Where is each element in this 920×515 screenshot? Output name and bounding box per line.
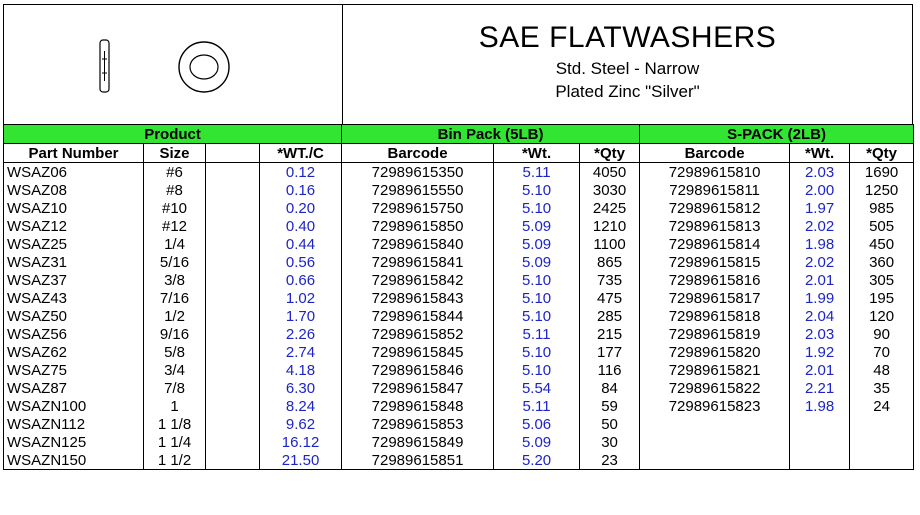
cell-bin-wt: 5.09 — [494, 217, 580, 235]
col-size: Size — [144, 144, 206, 163]
cell-size: 1/2 — [144, 307, 206, 325]
group-s-pack: S-PACK (2LB) — [640, 125, 914, 144]
cell-part-number: WSAZ50 — [4, 307, 144, 325]
group-product: Product — [4, 125, 342, 144]
washer-side-view-icon — [100, 40, 109, 92]
cell-s-qty — [850, 415, 914, 433]
cell-size: 7/16 — [144, 289, 206, 307]
cell-s-wt: 2.01 — [790, 361, 850, 379]
cell-bin-wt: 5.10 — [494, 307, 580, 325]
cell-s-qty: 90 — [850, 325, 914, 343]
cell-blank — [206, 271, 260, 289]
cell-bin-qty: 4050 — [580, 163, 640, 182]
cell-s-qty: 360 — [850, 253, 914, 271]
cell-size: 9/16 — [144, 325, 206, 343]
cell-size: #8 — [144, 181, 206, 199]
table-row — [4, 433, 914, 451]
cell-bin-wt: 5.09 — [494, 433, 580, 451]
cell-s-barcode: 72989615823 — [640, 397, 790, 415]
col-bin-barcode: Barcode — [342, 144, 494, 163]
cell-bin-qty: 116 — [580, 361, 640, 379]
table-row — [4, 181, 914, 199]
cell-weight-per-c: 0.40 — [260, 217, 342, 235]
table-row — [4, 235, 914, 253]
cell-s-barcode: 72989615812 — [640, 199, 790, 217]
cell-bin-barcode: 72989615851 — [342, 451, 494, 470]
cell-bin-qty: 30 — [580, 433, 640, 451]
table-row — [4, 451, 914, 470]
cell-s-qty: 985 — [850, 199, 914, 217]
table-row — [4, 289, 914, 307]
cell-s-barcode: 72989615814 — [640, 235, 790, 253]
cell-part-number: WSAZ43 — [4, 289, 144, 307]
cell-size: #12 — [144, 217, 206, 235]
cell-s-qty: 70 — [850, 343, 914, 361]
cell-s-barcode: 72989615811 — [640, 181, 790, 199]
cell-s-qty: 35 — [850, 379, 914, 397]
cell-bin-qty: 84 — [580, 379, 640, 397]
cell-size: 1 — [144, 397, 206, 415]
cell-blank — [206, 397, 260, 415]
washer-table — [3, 124, 914, 470]
cell-s-wt: 2.02 — [790, 217, 850, 235]
cell-bin-barcode: 72989615853 — [342, 415, 494, 433]
table-row — [4, 325, 914, 343]
cell-bin-wt: 5.06 — [494, 415, 580, 433]
cell-s-qty: 48 — [850, 361, 914, 379]
cell-s-wt: 1.97 — [790, 199, 850, 217]
cell-size: #10 — [144, 199, 206, 217]
cell-size: 3/8 — [144, 271, 206, 289]
cell-blank — [206, 379, 260, 397]
table-row — [4, 199, 914, 217]
cell-bin-wt: 5.09 — [494, 235, 580, 253]
cell-weight-per-c: 0.20 — [260, 199, 342, 217]
cell-s-qty: 120 — [850, 307, 914, 325]
cell-s-qty: 505 — [850, 217, 914, 235]
col-s-wt: *Wt. — [790, 144, 850, 163]
cell-bin-qty: 865 — [580, 253, 640, 271]
cell-bin-barcode: 72989615849 — [342, 433, 494, 451]
cell-s-barcode: 72989615810 — [640, 163, 790, 182]
cell-bin-qty: 23 — [580, 451, 640, 470]
cell-size: 1/4 — [144, 235, 206, 253]
cell-size: 1 1/4 — [144, 433, 206, 451]
cell-weight-per-c: 0.56 — [260, 253, 342, 271]
cell-blank — [206, 217, 260, 235]
cell-s-wt: 1.98 — [790, 235, 850, 253]
cell-size: 5/8 — [144, 343, 206, 361]
cell-part-number: WSAZ10 — [4, 199, 144, 217]
cell-s-wt: 2.04 — [790, 307, 850, 325]
table-body — [4, 163, 914, 470]
cell-s-wt: 1.98 — [790, 397, 850, 415]
table-row — [4, 361, 914, 379]
cell-part-number: WSAZN125 — [4, 433, 144, 451]
cell-s-wt: 1.99 — [790, 289, 850, 307]
cell-size: 1 1/2 — [144, 451, 206, 470]
cell-bin-barcode: 72989615750 — [342, 199, 494, 217]
cell-bin-qty: 735 — [580, 271, 640, 289]
table-row — [4, 343, 914, 361]
cell-size: #6 — [144, 163, 206, 182]
col-part-number: Part Number — [4, 144, 144, 163]
cell-bin-wt: 5.10 — [494, 181, 580, 199]
cell-part-number: WSAZ12 — [4, 217, 144, 235]
col-s-qty: *Qty — [850, 144, 914, 163]
cell-s-barcode: 72989615815 — [640, 253, 790, 271]
cell-blank — [206, 343, 260, 361]
cell-blank — [206, 253, 260, 271]
cell-bin-barcode: 72989615550 — [342, 181, 494, 199]
cell-s-barcode — [640, 415, 790, 433]
table-row — [4, 163, 914, 182]
cell-bin-qty: 215 — [580, 325, 640, 343]
cell-bin-qty: 1100 — [580, 235, 640, 253]
table-row — [4, 397, 914, 415]
cell-part-number: WSAZ31 — [4, 253, 144, 271]
cell-part-number: WSAZ08 — [4, 181, 144, 199]
cell-bin-barcode: 72989615840 — [342, 235, 494, 253]
cell-blank — [206, 433, 260, 451]
cell-part-number: WSAZ06 — [4, 163, 144, 182]
cell-bin-wt: 5.10 — [494, 361, 580, 379]
table-row — [4, 217, 914, 235]
cell-s-barcode: 72989615819 — [640, 325, 790, 343]
cell-bin-barcode: 72989615846 — [342, 361, 494, 379]
cell-bin-wt: 5.20 — [494, 451, 580, 470]
cell-bin-barcode: 72989615842 — [342, 271, 494, 289]
cell-part-number: WSAZ25 — [4, 235, 144, 253]
table-row — [4, 307, 914, 325]
cell-s-wt: 2.03 — [790, 325, 850, 343]
cell-s-qty: 305 — [850, 271, 914, 289]
spec-sheet — [3, 4, 913, 510]
cell-bin-barcode: 72989615845 — [342, 343, 494, 361]
cell-bin-wt: 5.11 — [494, 163, 580, 182]
cell-bin-qty: 285 — [580, 307, 640, 325]
material-subtitle: Std. Steel - Narrow — [555, 59, 700, 78]
col-blank — [206, 144, 260, 163]
cell-bin-barcode: 72989615841 — [342, 253, 494, 271]
cell-bin-barcode: 72989615847 — [342, 379, 494, 397]
cell-blank — [206, 289, 260, 307]
cell-part-number: WSAZ56 — [4, 325, 144, 343]
cell-part-number: WSAZ87 — [4, 379, 144, 397]
finish-subtitle: Plated Zinc "Silver" — [555, 82, 700, 101]
cell-s-qty — [850, 451, 914, 470]
cell-blank — [206, 325, 260, 343]
cell-part-number: WSAZ75 — [4, 361, 144, 379]
title-block — [343, 5, 912, 125]
cell-s-qty: 24 — [850, 397, 914, 415]
cell-part-number: WSAZN100 — [4, 397, 144, 415]
cell-size: 7/8 — [144, 379, 206, 397]
cell-bin-barcode: 72989615848 — [342, 397, 494, 415]
cell-size: 1 1/8 — [144, 415, 206, 433]
col-weight-per-c: *WT./C — [260, 144, 342, 163]
cell-blank — [206, 451, 260, 470]
cell-bin-wt: 5.11 — [494, 397, 580, 415]
cell-weight-per-c: 1.02 — [260, 289, 342, 307]
cell-s-qty: 195 — [850, 289, 914, 307]
cell-s-wt: 2.02 — [790, 253, 850, 271]
cell-s-barcode: 72989615821 — [640, 361, 790, 379]
cell-part-number: WSAZ37 — [4, 271, 144, 289]
cell-weight-per-c: 9.62 — [260, 415, 342, 433]
cell-s-barcode: 72989615813 — [640, 217, 790, 235]
group-header-row — [4, 125, 914, 144]
cell-bin-wt: 5.10 — [494, 271, 580, 289]
cell-weight-per-c: 16.12 — [260, 433, 342, 451]
cell-s-qty — [850, 433, 914, 451]
washer-drawing — [4, 5, 342, 125]
cell-bin-barcode: 72989615850 — [342, 217, 494, 235]
cell-blank — [206, 307, 260, 325]
cell-part-number: WSAZN112 — [4, 415, 144, 433]
cell-s-barcode: 72989615818 — [640, 307, 790, 325]
group-bin-pack: Bin Pack (5LB) — [342, 125, 640, 144]
cell-bin-wt: 5.10 — [494, 199, 580, 217]
cell-weight-per-c: 6.30 — [260, 379, 342, 397]
cell-s-wt: 2.21 — [790, 379, 850, 397]
cell-blank — [206, 181, 260, 199]
cell-weight-per-c: 21.50 — [260, 451, 342, 470]
cell-s-barcode — [640, 451, 790, 470]
cell-weight-per-c: 0.44 — [260, 235, 342, 253]
cell-bin-wt: 5.54 — [494, 379, 580, 397]
cell-weight-per-c: 0.16 — [260, 181, 342, 199]
cell-s-qty: 1250 — [850, 181, 914, 199]
cell-bin-qty: 177 — [580, 343, 640, 361]
cell-weight-per-c: 2.74 — [260, 343, 342, 361]
cell-bin-barcode: 72989615844 — [342, 307, 494, 325]
washer-front-view-icon — [179, 42, 229, 92]
cell-blank — [206, 163, 260, 182]
cell-blank — [206, 415, 260, 433]
cell-bin-barcode: 72989615350 — [342, 163, 494, 182]
cell-bin-qty: 59 — [580, 397, 640, 415]
washer-illustration — [4, 5, 343, 125]
cell-s-wt — [790, 415, 850, 433]
cell-bin-barcode: 72989615852 — [342, 325, 494, 343]
sheet-title: SAE FLATWASHERS — [478, 21, 777, 54]
cell-bin-wt: 5.11 — [494, 325, 580, 343]
cell-size: 5/16 — [144, 253, 206, 271]
cell-weight-per-c: 8.24 — [260, 397, 342, 415]
cell-s-barcode — [640, 433, 790, 451]
cell-s-wt — [790, 433, 850, 451]
cell-s-barcode: 72989615822 — [640, 379, 790, 397]
cell-bin-qty: 2425 — [580, 199, 640, 217]
cell-bin-qty: 50 — [580, 415, 640, 433]
col-bin-qty: *Qty — [580, 144, 640, 163]
cell-s-wt: 2.01 — [790, 271, 850, 289]
cell-s-barcode: 72989615820 — [640, 343, 790, 361]
cell-bin-qty: 475 — [580, 289, 640, 307]
table-row — [4, 253, 914, 271]
table-row — [4, 415, 914, 433]
cell-bin-qty: 1210 — [580, 217, 640, 235]
cell-bin-wt: 5.10 — [494, 343, 580, 361]
table-row — [4, 379, 914, 397]
cell-bin-wt: 5.09 — [494, 253, 580, 271]
col-bin-wt: *Wt. — [494, 144, 580, 163]
col-s-barcode: Barcode — [640, 144, 790, 163]
cell-s-wt: 2.03 — [790, 163, 850, 182]
cell-bin-qty: 3030 — [580, 181, 640, 199]
cell-s-barcode: 72989615816 — [640, 271, 790, 289]
cell-bin-barcode: 72989615843 — [342, 289, 494, 307]
cell-blank — [206, 199, 260, 217]
sheet-header — [3, 4, 913, 125]
cell-size: 3/4 — [144, 361, 206, 379]
cell-s-wt — [790, 451, 850, 470]
cell-weight-per-c: 2.26 — [260, 325, 342, 343]
column-header-row — [4, 144, 914, 163]
cell-part-number: WSAZN150 — [4, 451, 144, 470]
table-row — [4, 271, 914, 289]
cell-s-qty: 450 — [850, 235, 914, 253]
cell-s-wt: 1.92 — [790, 343, 850, 361]
cell-s-wt: 2.00 — [790, 181, 850, 199]
cell-part-number: WSAZ62 — [4, 343, 144, 361]
cell-s-qty: 1690 — [850, 163, 914, 182]
cell-blank — [206, 361, 260, 379]
cell-blank — [206, 235, 260, 253]
cell-s-barcode: 72989615817 — [640, 289, 790, 307]
cell-weight-per-c: 0.12 — [260, 163, 342, 182]
cell-weight-per-c: 1.70 — [260, 307, 342, 325]
cell-weight-per-c: 4.18 — [260, 361, 342, 379]
cell-bin-wt: 5.10 — [494, 289, 580, 307]
cell-weight-per-c: 0.66 — [260, 271, 342, 289]
